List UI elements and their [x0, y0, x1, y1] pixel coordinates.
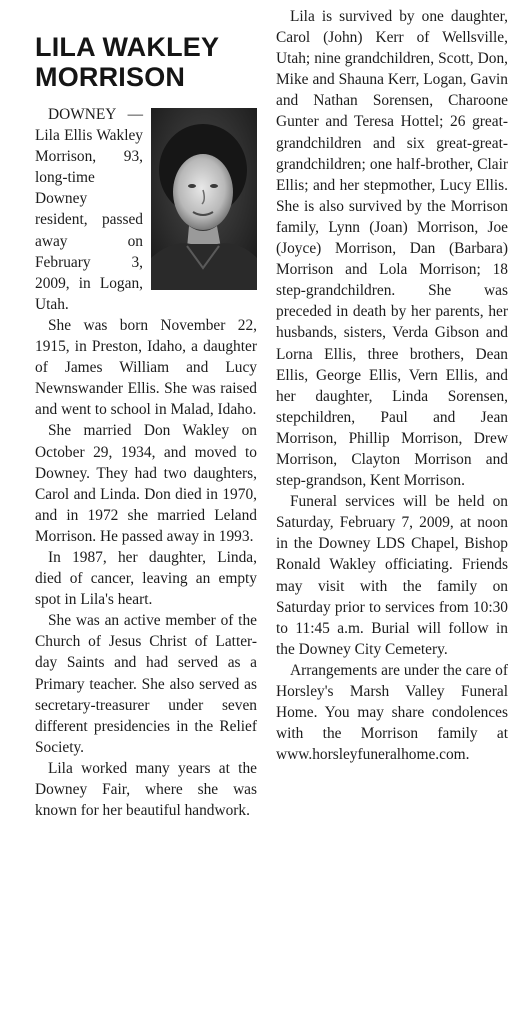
headline: LILA WAKLEY MORRISON [35, 32, 219, 92]
paragraph-church: She was an active member of the Church of Jesus Christ of Latter-day Saints and had served as a Primary teacher. She also served as secretary-treasurer under seven different presidencies in the Relief Society. [35, 612, 257, 756]
paragraph-marriage: She married Don Wakley on October 29, 1934, and moved to Downey. They had two daughters, Carol and Linda. Don died in 1970, and in 1972 she married Leland Morrison. He passed away in 1993. [35, 422, 257, 545]
portrait-svg [151, 108, 257, 290]
paragraph-daughter: In 1987, her daughter, Linda, died of cancer, leaving an empty spot in Lila's heart. [35, 548, 257, 609]
paragraph-arrangements: Arrangements are under the care of Horsley's Marsh Valley Funeral Home. You may share condolences with the Morrison family at www.horsleyfuneralhome.com. [276, 661, 508, 764]
paragraph-funeral: Funeral services will be held on Saturday, February 7, 2009, at noon in the Downey LDS Chapel, Bishop Ronald Wakley officiating. Friends may visit with the family on Saturday prior to services from 10:30 to 11:45 a.m. Burial will follow in the Downey City Cemetery. [276, 493, 508, 658]
paragraph-intro: DOWNEY — Lila Ellis Wakley Morrison, 93, long-time Downey resident, passed away on February 3, 2009, in Logan, Utah. [35, 106, 143, 313]
paragraph-fair: Lila worked many years at the Downey Fair, where she was known for her beautiful handwork. [35, 759, 257, 820]
portrait-photo-icon [151, 108, 257, 290]
paragraph-birth: She was born November 22, 1915, in Preston, Idaho, a daughter of James William and Lucy Newnswander Ellis. She was raised and went to school in Malad, Idaho. [35, 316, 257, 419]
paragraph-survivors: Lila is survived by one daughter, Carol (John) Kerr of Wellsville, Utah; nine grandchildren, Scott, Don, Mike and Shauna Kerr, Logan, Gavin and Nathan Sorensen, Charoone Gunter and Teresa Hottel; 26 great-grandchildren and six great-great-grandchildren; one half-brother, Clair Ellis; and her stepmother, Lucy Ellis. She is also survived by the Morrison family, Lynn (Joan) Morrison, Joe (Joyce) Morrison, Dan (Barbara) Morrison and Lola Morrison; 18 step-grandchildren. She was preceded in death by her parents, her husbands, sisters, Verda Gibson and Lorna Ellis, three brothers, Dean Ellis, George Ellis, Vern Ellis, and her daughter, Linda Sorensen, stepchildren, Paul and Jean Morrison, Phillip Morrison, Drew Morrison, Clayton Morrison and step-grandson, Kent Morrison. [276, 8, 508, 490]
right-column [276, 6, 508, 765]
left-column [35, 32, 257, 821]
